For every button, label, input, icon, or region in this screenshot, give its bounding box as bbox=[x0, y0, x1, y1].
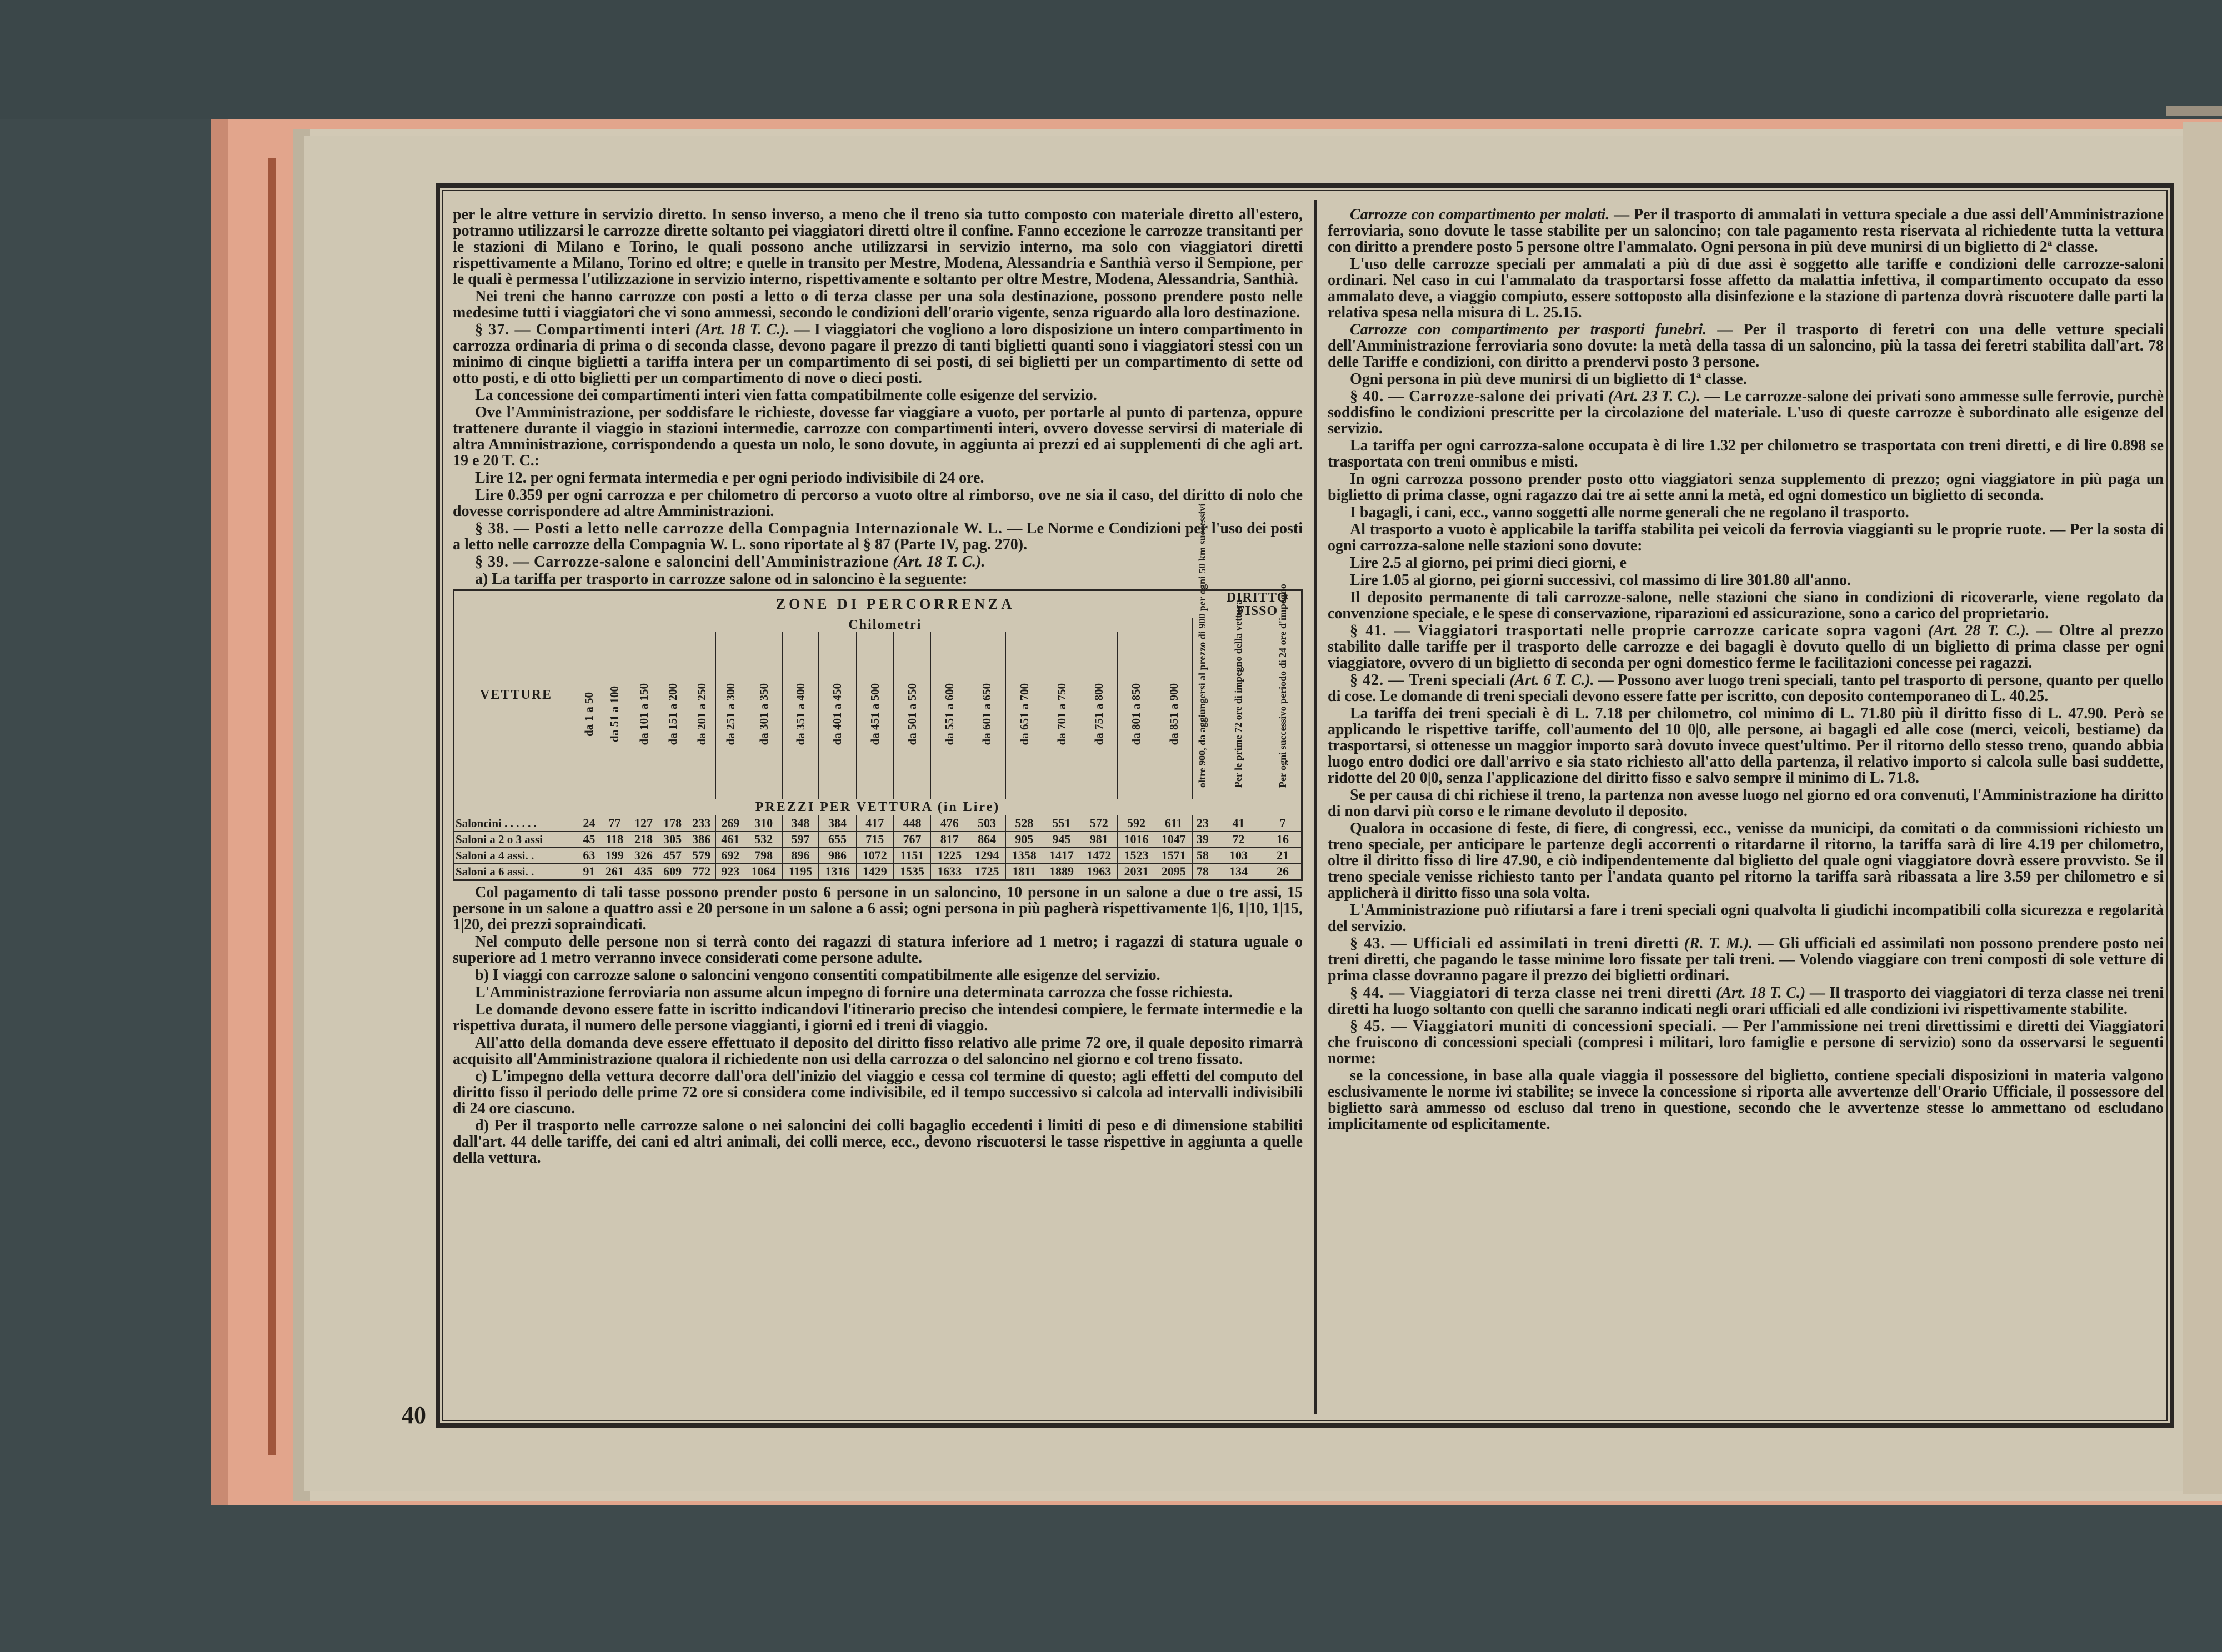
price-cell: 1472 bbox=[1080, 848, 1118, 864]
paragraph: a) La tariffa per trasporto in carrozze salone od in saloncino è la seguente: bbox=[475, 570, 968, 588]
price-cell: 1811 bbox=[1005, 864, 1043, 880]
section-ref: (Art. 18 T. C.). bbox=[695, 321, 790, 338]
km-range-header: da 51 a 100 bbox=[600, 632, 629, 799]
price-cell: 715 bbox=[856, 832, 893, 848]
km-range-header: da 601 a 650 bbox=[968, 632, 1005, 799]
price-cell: 503 bbox=[968, 815, 1005, 832]
price-cell: 905 bbox=[1005, 832, 1043, 848]
price-cell: 592 bbox=[1118, 815, 1155, 832]
paragraph: Lire 2.5 al giorno, pei primi dieci giorni, e bbox=[1350, 554, 1627, 572]
section-text: — Per l'ammissione nei treni direttissimi e diretti dei Viaggiatori che fruiscono di concessioni speciali (compresi i militari, loro famiglie e persone di servizio) sono da osservarsi le seguenti norme: bbox=[1328, 1018, 2164, 1067]
zone-header: ZONE DI PERCORRENZA bbox=[578, 590, 1213, 618]
prime72-note: Per le prime 72 ore di impegno della vettura bbox=[1213, 618, 1264, 799]
section-42 bbox=[1328, 672, 2164, 704]
price-cell: 864 bbox=[968, 832, 1005, 848]
price-cell: 611 bbox=[1155, 815, 1192, 832]
paragraph: Ove l'Amministrazione, per soddisfare le richieste, dovesse far viaggiare a vuoto, per portarle al punto di partenza, oppure trattenere durante il viaggio in stazioni intermedie, carrozze con compartimenti interi, ovvero dovesse servirsi di materiale di altra Amministrazione, corrispondendo a questa un nolo, le sono dovute, in aggiunta ai prezzi ed ai supplementi di che agli art. 19 e 20 T. C.: bbox=[453, 404, 1303, 469]
km-range-header: da 1 a 50 bbox=[578, 632, 600, 799]
section-ref: (Art. 6 T. C.). bbox=[1509, 672, 1594, 689]
km-range-header: da 201 a 250 bbox=[687, 632, 716, 799]
km-range-header: da 751 a 800 bbox=[1080, 632, 1118, 799]
price-cell: 269 bbox=[716, 815, 745, 832]
ogni24-cell: 7 bbox=[1264, 815, 1302, 832]
section-text: — Le carrozze-salone dei privati sono ammesse sulle ferrovie, purchè soddisfino le condizioni prescritte per la circolazione del materiale. L'uso di queste carrozze è subordinato alle esigenze del servizio. bbox=[1328, 388, 2164, 437]
price-cell: 767 bbox=[893, 832, 930, 848]
price-cell: 981 bbox=[1080, 832, 1118, 848]
italic-heading: Carrozze con compartimento per trasporti funebri. bbox=[1350, 321, 1707, 338]
table-row bbox=[454, 815, 1302, 832]
section-text: — Possono aver luogo treni speciali, tanto pel trasporto di persone, quanto per quello di cose. Le domande di treni speciali devono essere fatte per iscritto, con deposito contemporaneo di L. 40.25. bbox=[1328, 672, 2164, 705]
paragraph: Se per causa di chi richiese il treno, la partenza non avesse luogo nel giorno ed ora convenuti, l'Amministrazione ha diritto di non darvi più corso e le rimane devoluto il deposito. bbox=[1328, 787, 2164, 820]
price-cell: 261 bbox=[600, 864, 629, 880]
oltre-note: oltre 900, da aggiungersi al prezzo di 900 per ogni 50 km successivi bbox=[1192, 618, 1213, 799]
paragraph: d) Per il trasporto nelle carrozze salone o nei saloncini dei colli bagaglio eccedenti i limiti di peso e di dimensione stabiliti dall'art. 44 delle tariffe, dei cani ed altri animali, dei colli merce, ecc., devono riscuotersi le tasse rispettive in aggiunta a quelle della vettura. bbox=[453, 1117, 1303, 1167]
price-cell: 597 bbox=[782, 832, 819, 848]
paragraph: b) I viaggi con carrozze salone o saloncini vengono consentiti compatibilmente alle esigenze del servizio. bbox=[475, 967, 1160, 984]
prime72-cell: 134 bbox=[1213, 864, 1264, 880]
price-cell: 1047 bbox=[1155, 832, 1192, 848]
paragraph: Lire 12. per ogni fermata intermedia e per ogni periodo indivisibile di 24 ore. bbox=[475, 469, 984, 487]
ogni24-cell: 26 bbox=[1264, 864, 1302, 880]
price-cell: 348 bbox=[782, 815, 819, 832]
price-cell: 457 bbox=[658, 848, 687, 864]
section-title: § 44. — Viaggiatori di terza classe nei treni diretti bbox=[1350, 984, 1712, 1002]
table-row bbox=[454, 864, 1302, 880]
paragraph bbox=[1328, 207, 2164, 255]
left-column bbox=[453, 207, 1303, 1415]
prime72-cell: 103 bbox=[1213, 848, 1264, 864]
table-row bbox=[454, 832, 1302, 848]
price-cell: 798 bbox=[745, 848, 782, 864]
price-cell: 896 bbox=[782, 848, 819, 864]
price-cell: 461 bbox=[716, 832, 745, 848]
price-cell: 476 bbox=[931, 815, 968, 832]
km-range-header: da 101 a 150 bbox=[629, 632, 658, 799]
price-cell: 305 bbox=[658, 832, 687, 848]
paragraph: Le domande devono essere fatte in iscritto indicandovi l'itinerario preciso che intendesi compiere, le fermate intermedie e la rispettiva durata, il numero delle persone viaggianti, i giorni ed i treni di viaggio. bbox=[453, 1001, 1303, 1034]
price-cell: 1294 bbox=[968, 848, 1005, 864]
price-cell: 572 bbox=[1080, 815, 1118, 832]
price-cell: 1358 bbox=[1005, 848, 1043, 864]
km-range-header: da 851 a 900 bbox=[1155, 632, 1192, 799]
paragraph: La concessione dei compartimenti interi vien fatta compatibilmente colle esigenze del servizio. bbox=[475, 387, 1097, 404]
price-cell: 24 bbox=[578, 815, 600, 832]
km-range-header: da 301 a 350 bbox=[745, 632, 782, 799]
table-row bbox=[454, 848, 1302, 864]
vetture-header: VETTURE bbox=[454, 590, 578, 799]
price-cell: 579 bbox=[687, 848, 716, 864]
section-title: § 40. — Carrozze-salone dei privati bbox=[1350, 388, 1604, 405]
price-cell: 91 bbox=[578, 864, 600, 880]
page-top-edge bbox=[2166, 106, 2222, 116]
km-range-header: da 701 a 750 bbox=[1043, 632, 1080, 799]
section-text: — Oltre al prezzo stabilito dalle tariffe per il trasporto delle carrozze e dei bagagli è dovuto quello di un biglietto di prima classe per ogni viaggiatore, ovvero di un biglietto di seconda per ogni domestico ferme le facilitazioni concesse pei ragazzi. bbox=[1328, 622, 2164, 672]
section-ref: (Art. 18 T. C.) bbox=[1716, 984, 1806, 1002]
paragraph: L'Amministrazione può rifiutarsi a fare i treni speciali ogni qualvolta li giudichi incompatibili colla sicurezza e regolarità del servizio. bbox=[1328, 902, 2164, 935]
page-right-edge bbox=[2183, 122, 2222, 1494]
vehicle-cell: Saloncini . . . . . . bbox=[454, 815, 578, 832]
ogni24-note: Per ogni successivo periodo di 24 ore d'impegno bbox=[1264, 618, 1302, 799]
section-text: — Gli ufficiali ed assimilati non possono prendere posto nei treni diretti, che pagando le tasse minime loro fissate per tali treni. — Volendo viaggiare con treni composti di sole vetture di prima classe dovranno pagare il prezzo dei biglietti ordinari. bbox=[1328, 935, 2164, 984]
section-38 bbox=[453, 520, 1303, 553]
section-39 bbox=[453, 554, 1303, 570]
price-cell: 1417 bbox=[1043, 848, 1080, 864]
price-cell: 528 bbox=[1005, 815, 1043, 832]
price-cell: 817 bbox=[931, 832, 968, 848]
price-cell: 2031 bbox=[1118, 864, 1155, 880]
cover-edge bbox=[211, 119, 228, 1505]
vehicle-cell: Saloni a 6 assi. . bbox=[454, 864, 578, 880]
paragraph: Lire 1.05 al giorno, pei giorni successivi, col massimo di lire 301.80 all'anno. bbox=[1350, 572, 1851, 589]
paragraph: Nei treni che hanno carrozze con posti a letto o di terza classe per una sola destinazione, possono prendere posto nelle medesime tutti i viaggiatori che vi sono ammessi, secondo le condizioni dell'orario vigente, senza riguardo alla loro destinazione. bbox=[453, 288, 1303, 321]
section-text: — Il trasporto dei viaggiatori di terza classe nei treni diretti ha luogo soltanto con quelli che saranno indicati negli orari ufficiali ed alle condizioni ivi rispettivamente stabilite. bbox=[1328, 984, 2164, 1018]
km-range-header: da 451 a 500 bbox=[856, 632, 893, 799]
price-cell: 655 bbox=[819, 832, 856, 848]
paragraph: I bagagli, i cani, ecc., vanno soggetti alle norme generali che ne regolano il trasporto. bbox=[1350, 504, 1909, 521]
paragraph bbox=[1328, 322, 2164, 370]
km-range-header: da 151 a 200 bbox=[658, 632, 687, 799]
oltre-cell: 78 bbox=[1192, 864, 1213, 880]
price-cell: 417 bbox=[856, 815, 893, 832]
section-41 bbox=[1328, 623, 2164, 671]
vehicle-cell: Saloni a 2 o 3 assi bbox=[454, 832, 578, 848]
paragraph: L'uso delle carrozze speciali per ammalati a più di due assi è soggetto alle tariffe e condizioni delle carrozze-saloni ordinari. Nel caso in cui l'ammalato da trasportarsi fosse affetto da malattia infettiva, il compartimento occupato da esso ammalato deve, a viaggio compiuto, essere sottoposto alla disinfezione e la stazione di partenza dovrà riscuotere dalle parti la relativa spesa nella misura di L. 25.15. bbox=[1328, 256, 2164, 321]
km-header: Chilometri bbox=[578, 618, 1193, 632]
km-range-header: da 351 a 400 bbox=[782, 632, 819, 799]
price-cell: 384 bbox=[819, 815, 856, 832]
section-ref: (Art. 18 T. C.). bbox=[893, 553, 985, 570]
km-range-header: da 501 a 550 bbox=[893, 632, 930, 799]
section-text: — Le Norme e Condizioni per l'uso dei posti a letto nelle carrozze della Compagnia W. L. sono riportate al § 87 (Parte IV, pag. 270). bbox=[453, 520, 1303, 553]
price-cell: 326 bbox=[629, 848, 658, 864]
prime72-cell: 72 bbox=[1213, 832, 1264, 848]
section-ref: (R. T. M.). bbox=[1684, 935, 1753, 952]
italic-heading: Carrozze con compartimento per malati. bbox=[1350, 207, 1610, 223]
price-cell: 1535 bbox=[893, 864, 930, 880]
price-cell: 127 bbox=[629, 815, 658, 832]
paragraph: Il deposito permanente di tali carrozze-salone, nelle stazioni che siano in condizioni di ricoverarle, viene regolato da convenzione speciale, e le spese di conservazione, riparazioni ed assicurazione, sono a carico del proprietario. bbox=[1328, 589, 2164, 622]
section-title: § 37. — Compartimenti interi bbox=[475, 321, 691, 338]
price-cell: 2095 bbox=[1155, 864, 1192, 880]
price-cell: 310 bbox=[745, 815, 782, 832]
price-cell: 609 bbox=[658, 864, 687, 880]
price-cell: 923 bbox=[716, 864, 745, 880]
price-cell: 772 bbox=[687, 864, 716, 880]
price-cell: 448 bbox=[893, 815, 930, 832]
paragraph-text: — Per il trasporto di ammalati in vettura speciale a due assi dell'Amministrazione ferroviaria, sono dovute le tasse stabilite per un saloncino; con tale pagamento resta riservata al richiedente tutta la vettura con diritto a prendere posto 5 persone oltre l'ammalato. Ogni persona in più deve munirsi di un biglietto di 2ª classe. bbox=[1328, 207, 2164, 256]
price-cell: 1889 bbox=[1043, 864, 1080, 880]
price-cell: 1064 bbox=[745, 864, 782, 880]
section-44 bbox=[1328, 985, 2164, 1017]
oltre-cell: 23 bbox=[1192, 815, 1213, 832]
price-cell: 63 bbox=[578, 848, 600, 864]
price-cell: 386 bbox=[687, 832, 716, 848]
paragraph: L'Amministrazione ferroviaria non assume alcun impegno di fornire una determinata carrozza che fosse richiesta. bbox=[475, 984, 1233, 1001]
price-cell: 1195 bbox=[782, 864, 819, 880]
km-range-header: da 651 a 700 bbox=[1005, 632, 1043, 799]
paragraph: c) L'impegno della vettura decorre dall'ora dell'inizio del viaggio e cessa col termine di questo; agli effetti del computo del diritto fisso il periodo delle prime 72 ore si considera come indivisibile, ed il tempo successivo si calcola ad intervalli indivisibili di 24 ore ciascuno. bbox=[453, 1068, 1303, 1117]
paragraph: La tariffa per ogni carrozza-salone occupata è di lire 1.32 per chilometro se trasportata con treni diretti, e di lire 0.898 se trasportata con treni omnibus e misti. bbox=[1328, 437, 2164, 470]
price-cell: 233 bbox=[687, 815, 716, 832]
background-top bbox=[0, 0, 2222, 119]
km-range-header: da 401 a 450 bbox=[819, 632, 856, 799]
paragraph: Lire 0.359 per ogni carrozza e per chilometro di percorso a vuoto oltre al rimborso, ove ne sia il caso, del diritto di nolo che dovesse corrispondere ad altre Amministrazioni. bbox=[453, 487, 1303, 520]
ogni24-cell: 21 bbox=[1264, 848, 1302, 864]
oltre-cell: 58 bbox=[1192, 848, 1213, 864]
section-title: § 41. — Viaggiatori trasportati nelle proprie carrozze caricate sopra vagoni bbox=[1350, 622, 1921, 639]
section-title: § 43. — Ufficiali ed assimilati in treni diretti bbox=[1350, 935, 1679, 952]
section-45 bbox=[1328, 1018, 2164, 1067]
price-cell: 1151 bbox=[893, 848, 930, 864]
vehicle-cell: Saloni a 4 assi. . bbox=[454, 848, 578, 864]
price-cell: 1523 bbox=[1118, 848, 1155, 864]
price-cell: 692 bbox=[716, 848, 745, 864]
price-cell: 1429 bbox=[856, 864, 893, 880]
paragraph: Qualora in occasione di feste, di fiere, di congressi, ecc., venisse da municipi, da comitati o da commissioni richiesto un treno speciale, per anticipare le partenze degli accorrenti o ritardarne il ritorno, la tariffa sarà di lire 4.19 per chilometro, oltre il diritto fisso di lire 47.90, e ciò indipendentemente dal biglietto del quale ogni viaggiatore dovrà essere provvisto. Se il treno speciale venisse richiesto tanto per l'andata quanto pel ritorno la tariffa sarà ribassata a lire 3.59 per chilometro e si applicherà il diritto fisso una sola volta. bbox=[1328, 820, 2164, 902]
section-text: — I viaggiatori che vogliono a loro disposizione un intero compartimento in carrozza ordinaria di prima o di seconda classe, devono pagare il prezzo di tanti biglietti quanti sono i viaggiatori stessi con un minimo di cinque biglietti a tariffa intera per un compartimento di sei posti, di sei biglietti per un compartimento di sette od otto posti, e di otto biglietti per un compartimento di nove o dieci posti. bbox=[453, 321, 1303, 387]
price-cell: 532 bbox=[745, 832, 782, 848]
paragraph: se la concessione, in base alla quale viaggia il possessore del biglietto, contiene speciali disposizioni in materia valgono esclusivamente le norme ivi stabilite; se invece la concessione si riporta alle avvertenze dell'Orario Ufficiale, il possessore del biglietto sarà ammesso od escluso dal treno in questione, secondo che le avvertenze stesse lo ammettano od escludano implicitamente od esplicitamente. bbox=[1328, 1067, 2164, 1133]
oltre-cell: 39 bbox=[1192, 832, 1213, 848]
ogni24-cell: 16 bbox=[1264, 832, 1302, 848]
paragraph: La tariffa dei treni speciali è di L. 7.18 per chilometro, col minimo di L. 71.80 più il diritto fisso di L. 47.90. Però se applicando le rispettive tariffe, coll'aumento del 10 0|0, alle persone, ai bagagli ed alle cose (merci, veicoli, bestiame) da trasportarsi, si ottenesse un maggior importo sarà dovuto invece quest'ultimo. Per il ritorno dello stesso treno, quando abbia luogo entro dodici ore dall'arrivo e sia stato richiesto all'atto della partenza, il relativo importo si calcola sulle basi suddette, ridotte del 20 0|0, senza l'applicazione del diritto fisso e salvo sempre il minimo di L. 71.8. bbox=[1328, 705, 2164, 787]
price-cell: 1725 bbox=[968, 864, 1005, 880]
paragraph: Al trasporto a vuoto è applicabile la tariffa stabilita pei veicoli da ferrovia viaggianti su le proprie ruote. — Per la sosta di ogni carrozza-salone nelle stazioni sono dovute: bbox=[1328, 521, 2164, 554]
paragraph: per le altre vetture in servizio diretto. In senso inverso, a meno che il treno sia tutto composto con materiale diretto all'estero, potranno utilizzarsi le carrozze dirette soltanto pei viaggiatori diretti oltre il confine. Fanno eccezione le carrozze transitanti per le stazioni di Milano e Torino, le quali possono anche utilizzarsi in servizio interno, ma solo con viaggiatori diretti rispettivamente a Milano, Torino ed oltre; e quelle in transito per Mestre, Modena, Alessandria e Santhià verso il Sempione, per le quali è permessa l'utilizzazione in servizio interno, rispettivamente e soltanto per oltre Mestre, Modena, Alessandria, Santhià. bbox=[453, 207, 1303, 288]
section-title: § 42. — Treni speciali bbox=[1350, 672, 1505, 689]
section-title: § 38. — Posti a letto nelle carrozze della Compagnia Internazionale W. L. bbox=[475, 520, 1003, 537]
price-cell: 1016 bbox=[1118, 832, 1155, 848]
paragraph: Nel computo delle persone non si terrà conto dei ragazzi di statura inferiore ad 1 metro; i ragazzi di statura uguale o superiore ad 1 metro verranno invece considerati come persone adulte. bbox=[453, 933, 1303, 967]
paragraph: Ogni persona in più deve munirsi di un biglietto di 1ª classe. bbox=[1350, 371, 1747, 388]
section-40 bbox=[1328, 388, 2164, 437]
price-cell: 77 bbox=[600, 815, 629, 832]
price-cell: 551 bbox=[1043, 815, 1080, 832]
price-cell: 1072 bbox=[856, 848, 893, 864]
price-cell: 218 bbox=[629, 832, 658, 848]
paragraph: Col pagamento di tali tasse possono prender posto 6 persone in un saloncino, 10 persone in un salone a due o tre assi, 15 persone in un salone a quattro assi e 20 persone in un salone a 6 assi; ogni persona in più pagherà rispettivamente 1|6, 1|10, 1|15, 1|20, dei prezzi sopraindicati. bbox=[453, 884, 1303, 933]
section-title: § 39. — Carrozze-salone e saloncini dell'Amministrazione bbox=[475, 553, 889, 570]
price-cell: 1633 bbox=[931, 864, 968, 880]
prime72-cell: 41 bbox=[1213, 815, 1264, 832]
paragraph-text: — Per il trasporto di feretri con una delle vetture speciali dell'Amministrazione ferroviaria sono dovute: la metà della tassa di un saloncino, più la tassa dei feretri stabilita dall'art. 78 delle Tariffe e condizioni, con diritto a prendervi posto 3 persone. bbox=[1328, 321, 2164, 371]
paragraph: In ogni carrozza possono prender posto otto viaggiatori senza supplemento di prezzo; ogni viaggiatore in più paga un biglietto di prima classe, ogni ragazzo dai tre ai sette anni la metà, ed ogni domestico un biglietto di seconda. bbox=[1328, 470, 2164, 504]
diritto-fisso-header: DIRITTO FISSO bbox=[1213, 590, 1302, 618]
page-number: 40 bbox=[402, 1401, 426, 1429]
prezzi-header: PREZZI PER VETTURA (in Lire) bbox=[454, 799, 1302, 815]
price-cell: 1963 bbox=[1080, 864, 1118, 880]
right-column bbox=[1328, 207, 2164, 1415]
km-range-header: da 251 a 300 bbox=[716, 632, 745, 799]
paragraph: All'atto della domanda deve essere effettuato il deposito del diritto fisso relativo alle prime 72 ore, il quale deposito rimarrà acquisito all'Amministrazione qualora il richiedente non usi della carrozza o del saloncino nel giorno e col treno fissato. bbox=[453, 1034, 1303, 1068]
section-ref: (Art. 23 T. C.). bbox=[1608, 388, 1701, 405]
price-cell: 1316 bbox=[819, 864, 856, 880]
price-cell: 1225 bbox=[931, 848, 968, 864]
km-range-header: da 801 a 850 bbox=[1118, 632, 1155, 799]
price-cell: 199 bbox=[600, 848, 629, 864]
price-cell: 118 bbox=[600, 832, 629, 848]
price-cell: 435 bbox=[629, 864, 658, 880]
column-divider bbox=[1314, 200, 1317, 1414]
price-cell: 945 bbox=[1043, 832, 1080, 848]
km-range-header: da 551 a 600 bbox=[931, 632, 968, 799]
price-cell: 986 bbox=[819, 848, 856, 864]
section-37 bbox=[453, 322, 1303, 386]
section-ref: (Art. 28 T. C.). bbox=[1928, 622, 2030, 639]
section-title: § 45. — Viaggiatori muniti di concessioni speciali. bbox=[1350, 1018, 1717, 1035]
price-cell: 178 bbox=[658, 815, 687, 832]
section-43 bbox=[1328, 935, 2164, 984]
cover-spine-line bbox=[268, 158, 276, 1455]
price-cell: 45 bbox=[578, 832, 600, 848]
price-cell: 1571 bbox=[1155, 848, 1192, 864]
